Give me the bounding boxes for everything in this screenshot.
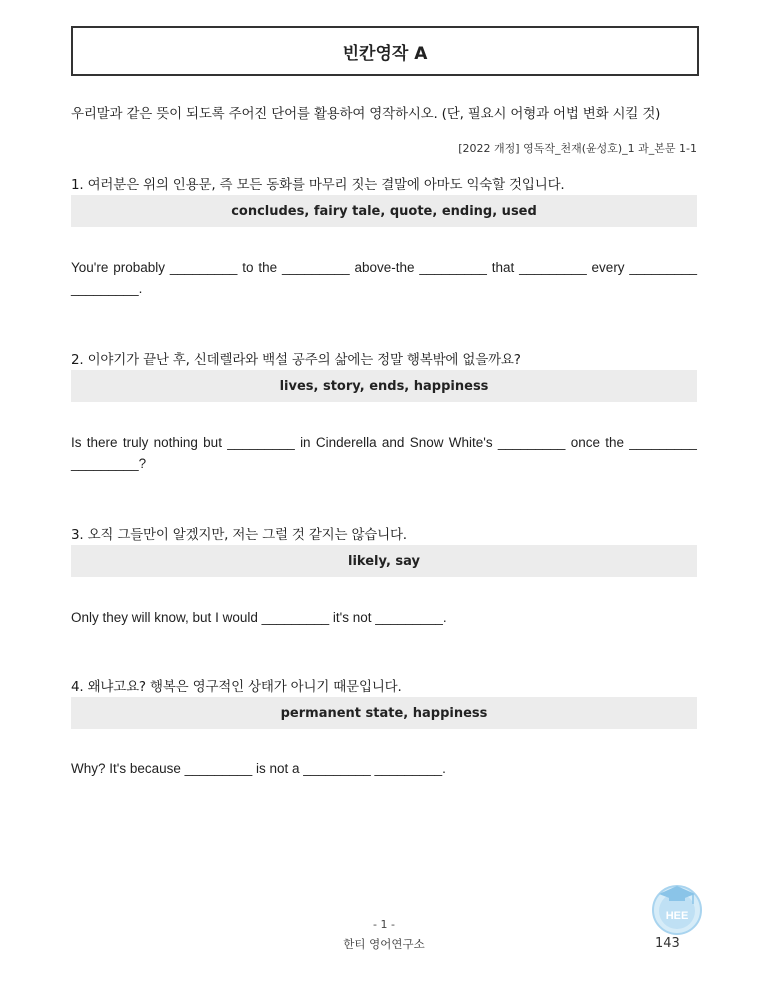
word: White's	[448, 435, 493, 450]
word: that	[491, 260, 515, 275]
answer-3-line: Only they will know, but I would _________ it's not _________.	[71, 610, 447, 625]
answer-4-line: Why? It's because _________ is not a _________ _________.	[71, 761, 446, 776]
answer-2-line-2: _________?	[71, 456, 147, 471]
hint-3: likely, say	[348, 553, 420, 569]
word: once	[570, 435, 600, 450]
hint-box-3	[71, 545, 697, 577]
hee-logo-icon	[645, 878, 709, 938]
answer-4	[71, 761, 697, 776]
title-box	[71, 26, 699, 76]
hint-2: lives, story, ends, happiness	[279, 378, 489, 394]
word: and	[381, 435, 405, 450]
word: in	[300, 435, 311, 450]
blank: _________	[629, 435, 697, 450]
word: probably	[113, 260, 166, 275]
word: above-the	[354, 260, 415, 275]
hint-4: permanent state, happiness	[280, 705, 488, 721]
answer-3	[71, 610, 697, 625]
question-2: 2. 이야기가 끝난 후, 신데렐라와 백설 공주의 삶에는 정말 행복밖에 없을까요?	[71, 352, 521, 368]
question-1: 1. 여러분은 위의 인용문, 즉 모든 동화를 마무리 짓는 결말에 아마도 익숙할 것입니다.	[71, 177, 565, 193]
word: there	[86, 435, 118, 450]
word: Cinderella	[315, 435, 377, 450]
blank: _________	[629, 260, 697, 275]
hint-box-1	[71, 195, 697, 227]
instruction: 우리말과 같은 뜻이 되도록 주어진 단어를 활용하여 영작하시오. (단, 필요시 어형과 어법 변화 시킬 것)	[71, 106, 661, 122]
footer-label: 한티 영어연구소	[343, 937, 425, 951]
word: Snow	[409, 435, 444, 450]
word: to	[242, 260, 254, 275]
answer-1-line-1	[71, 260, 697, 275]
hint-box-2	[71, 370, 697, 402]
question-3: 3. 오직 그들만이 알겠지만, 저는 그럴 것 같지는 않습니다.	[71, 527, 407, 543]
word: nothing	[153, 435, 198, 450]
logo-text: HEE	[665, 910, 689, 922]
answer-2-line-1	[71, 435, 697, 450]
page-number: - 1 -	[373, 918, 395, 931]
answer-1-line-2: _________.	[71, 281, 143, 296]
hint-1: concludes, fairy tale, quote, ending, used	[231, 203, 537, 219]
word: every	[591, 260, 625, 275]
hint-box-4	[71, 697, 697, 729]
answer-2	[71, 435, 697, 471]
word: Is	[71, 435, 82, 450]
blank: _________	[519, 260, 587, 275]
word: You're	[71, 260, 109, 275]
blank: _________	[497, 435, 566, 450]
source-label: [2022 개정] 영독작_천재(윤성호)_1 과_본문 1-1	[458, 142, 697, 155]
blank: _________	[419, 260, 487, 275]
word: the	[605, 435, 625, 450]
blank: _________	[227, 435, 295, 450]
question-4: 4. 왜냐고요? 행복은 영구적인 상태가 아니기 때문입니다.	[71, 679, 402, 695]
word: the	[258, 260, 278, 275]
blank: _________	[169, 260, 238, 275]
page-code: 143	[655, 936, 680, 951]
word: truly	[122, 435, 149, 450]
blank: _________	[282, 260, 350, 275]
page-title: 빈칸영작 A	[342, 43, 428, 64]
word: but	[203, 435, 222, 450]
answer-1	[71, 260, 697, 296]
